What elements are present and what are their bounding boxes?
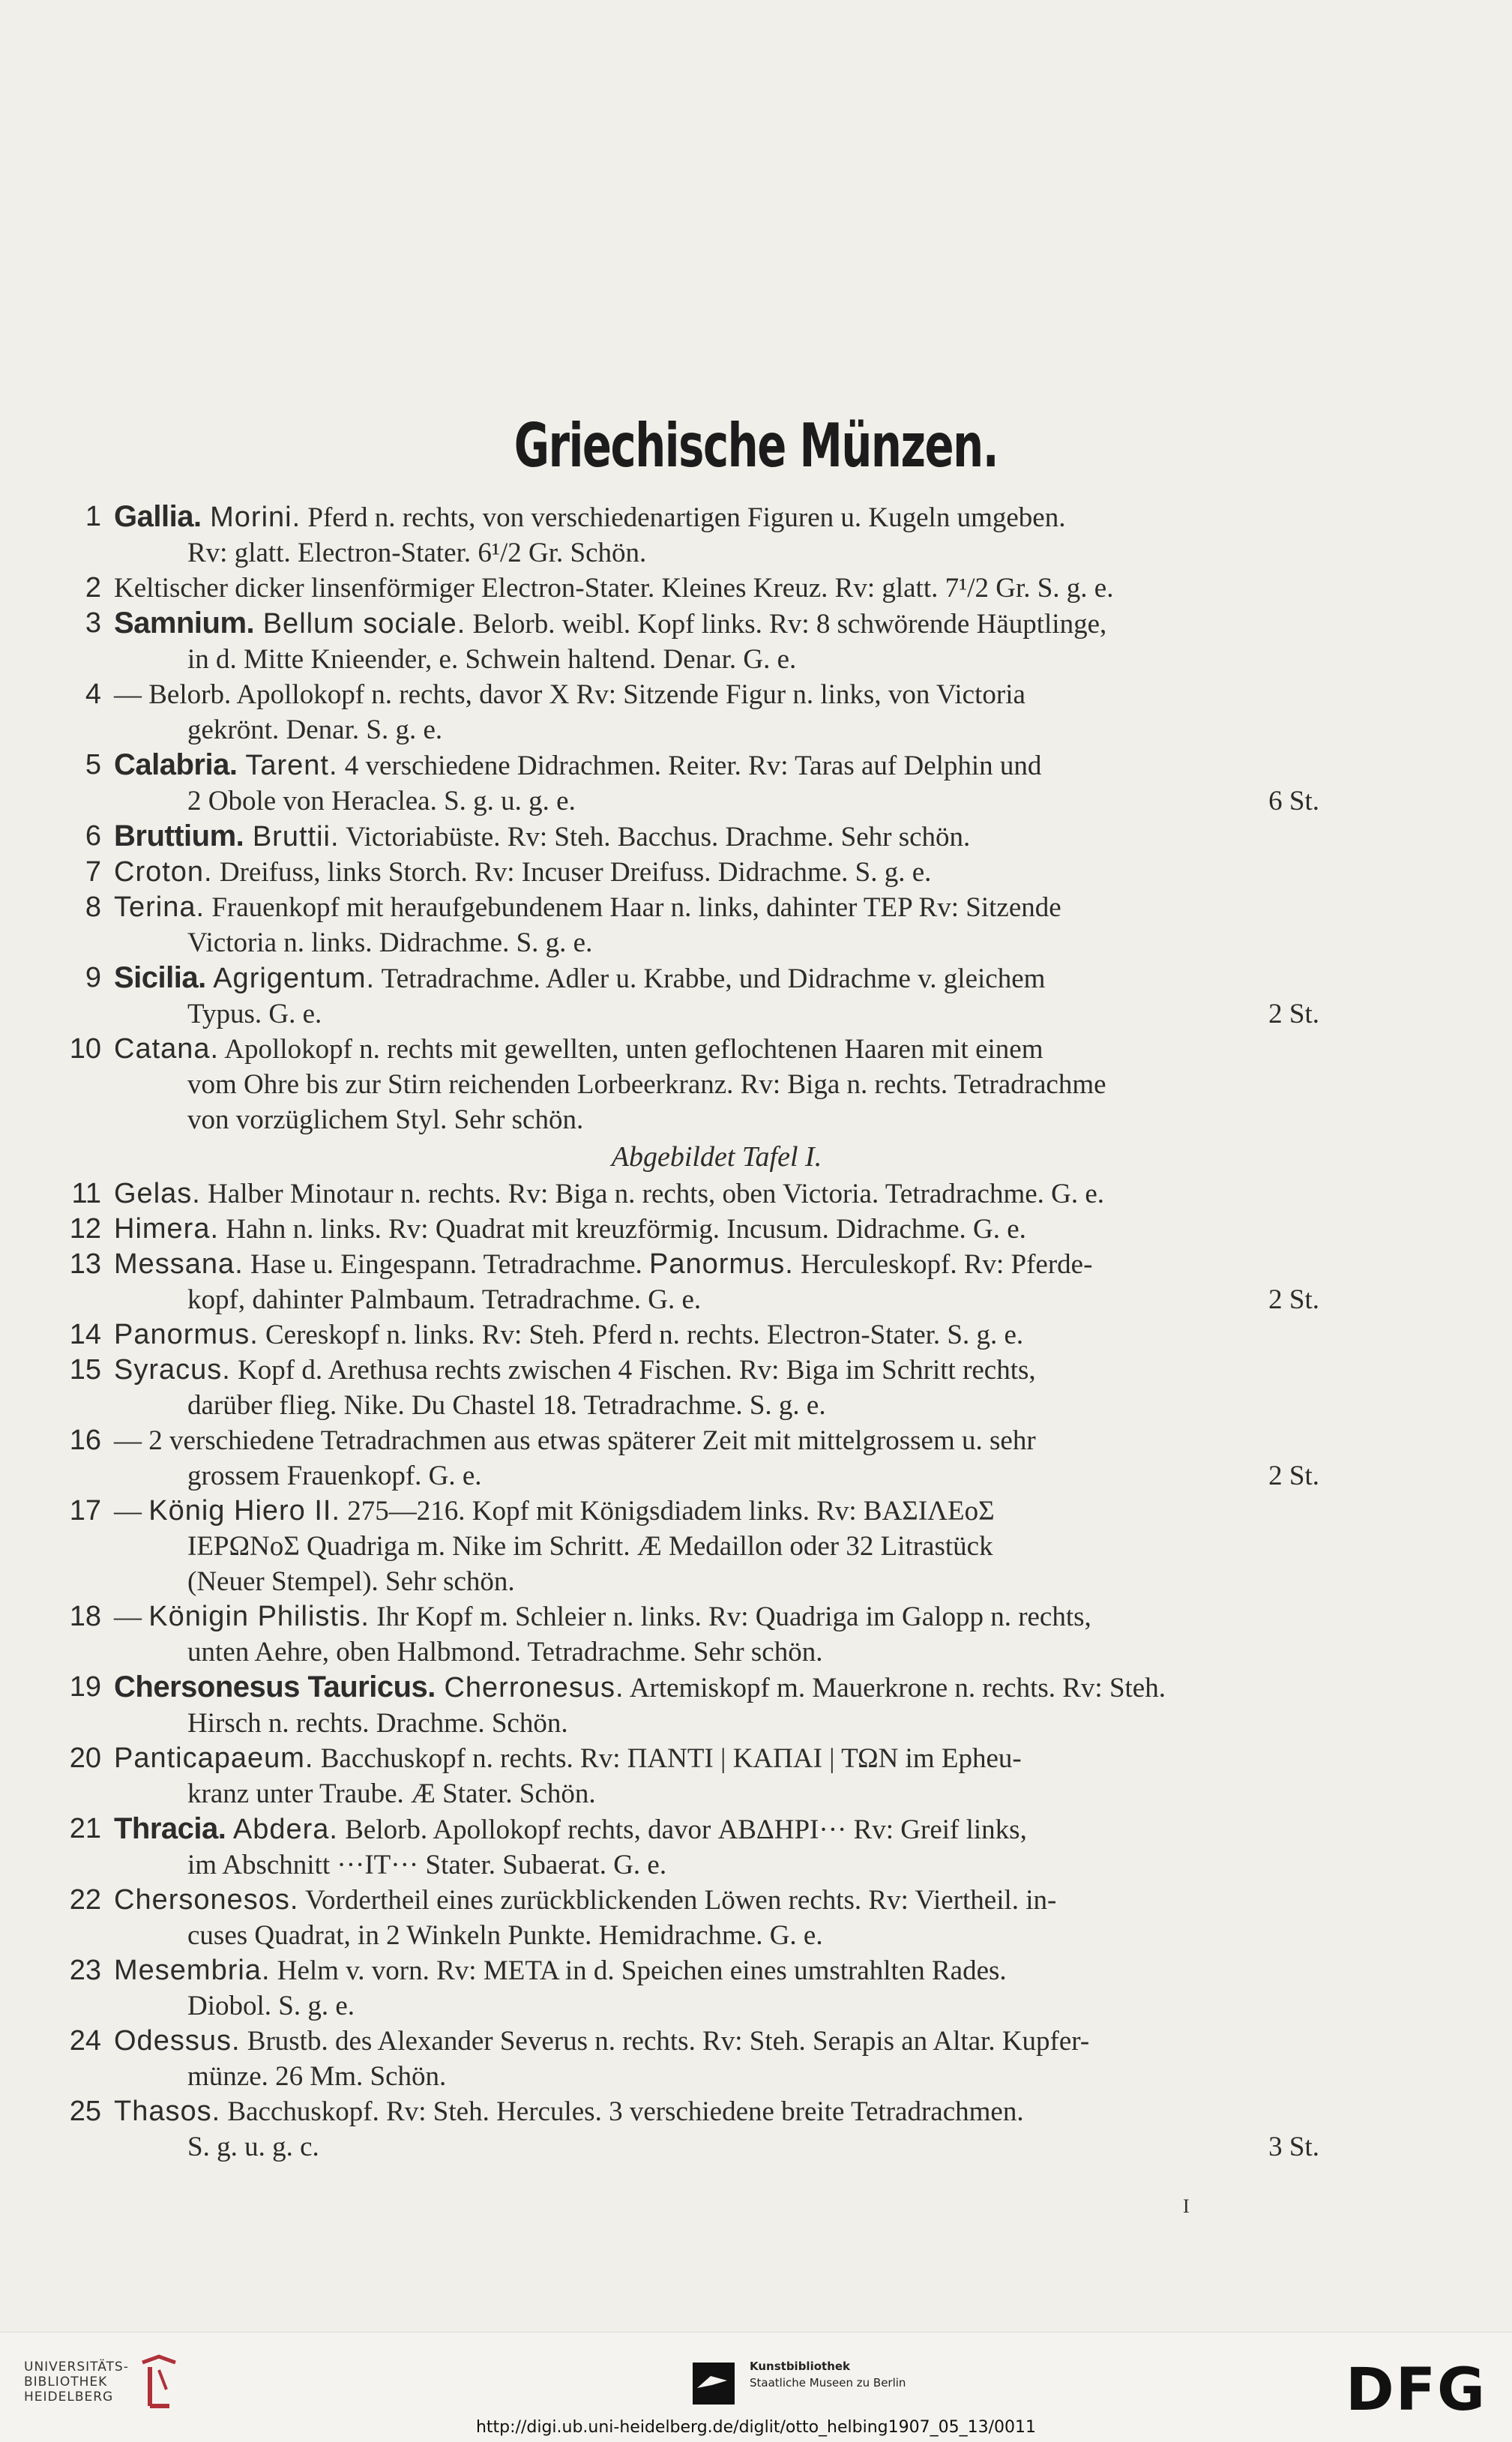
description-text: Hase u. Eingespann. Tetradrachme.	[243, 1249, 650, 1280]
region-name: Samnium.	[114, 607, 255, 640]
lot-number: 25	[69, 2096, 101, 2127]
lot-number: 11	[71, 1178, 101, 1209]
description-text: —	[114, 1602, 149, 1632]
description-text: 4 verschiedene Didrachmen. Reiter. Rv: Taras auf Delphin und	[337, 751, 1042, 781]
continuation-text: gekrönt. Denar. S. g. e.	[187, 715, 443, 745]
description-text: Belorb. weibl. Kopf links. Rv: 8 schwörende Häuptlinge,	[466, 609, 1107, 640]
catalog-entry	[60, 1212, 1319, 1247]
description-text: Cereskopf n. links. Rv: Steh. Pferd n. rechts. Electron-Stater. S. g. e.	[258, 1320, 1024, 1350]
lot-number: 13	[69, 1248, 101, 1280]
description-text: Bacchuskopf. Rv: Steh. Hercules. 3 verschiedene breite Tetradrachmen.	[220, 2096, 1024, 2127]
catalog-entry	[60, 1247, 1319, 1317]
lot-number: 1	[85, 501, 101, 532]
quantity-count: 6 St.	[1268, 786, 1319, 816]
continuation-text: im Abschnitt ···ΙΤ··· Stater. Subaerat. G. e.	[187, 1850, 667, 1880]
description-text: Frauenkopf mit heraufgebundenem Haar n. links, dahinter TEP Rv: Sitzende	[205, 892, 1061, 923]
catalog-entry	[60, 677, 1319, 748]
university-line-2: BIBLIOTHEK	[24, 2375, 108, 2390]
mint-name: Thasos.	[114, 2096, 221, 2127]
quantity-count: 2 St.	[1268, 999, 1319, 1029]
entry-first-line	[114, 1353, 1319, 1388]
catalog-entry	[60, 1883, 1319, 1953]
mint-name: Terina.	[114, 891, 205, 923]
description-text: Keltischer dicker linsenförmiger Electron-Stater. Kleines Kreuz. Rv: glatt. 7¹/2 Gr. S. g. e.	[114, 573, 1114, 604]
description-text: Dreifuss, links Storch. Rv: Incuser Dreifuss. Didrachme. S. g. e.	[212, 857, 932, 888]
description-text: — Belorb. Apollokopf n. rechts, davor X Rv: Sitzende Figur n. links, von Victoria	[114, 679, 1025, 710]
continuation-text: grossem Frauenkopf. G. e.	[187, 1461, 482, 1491]
catalog-entry	[60, 571, 1319, 606]
entry-continuation-line	[114, 642, 1319, 677]
lot-number: 17	[69, 1495, 101, 1527]
university-logo-icon[interactable]	[136, 2354, 181, 2414]
region-name: Gallia.	[114, 500, 202, 533]
entry-first-line	[114, 748, 1319, 784]
continuation-text: S. g. u. g. c.	[187, 2132, 319, 2162]
lot-number: 5	[85, 749, 101, 781]
description-text: 275—216. Kopf mit Königsdiadem links. Rv: ΒΑΣΙΛΕοΣ	[340, 1496, 995, 1527]
continuation-text: münze. 26 Mm. Schön.	[187, 2061, 447, 2092]
entry-first-line	[114, 1176, 1319, 1212]
region-name: Bruttium.	[114, 819, 244, 852]
coin-catalog	[60, 499, 1319, 2165]
continuation-text: unten Aehre, oben Halbmond. Tetradrachme. Sehr schön.	[187, 1637, 823, 1667]
catalog-entry	[60, 606, 1319, 677]
entry-first-line	[114, 2094, 1319, 2129]
entry-first-line	[114, 960, 1319, 996]
region-name: Calabria.	[114, 748, 238, 781]
lot-number: 9	[85, 962, 101, 993]
mint-name: Messana.	[114, 1248, 244, 1280]
lot-number: 15	[69, 1354, 101, 1386]
catalog-entry	[60, 1741, 1319, 1811]
catalog-entry	[60, 1599, 1319, 1670]
catalog-entry	[60, 1953, 1319, 2024]
continuation-text: Rv: glatt. Electron-Stater. 6¹/2 Gr. Schön.	[187, 538, 647, 568]
entry-first-line	[114, 2024, 1319, 2059]
entry-continuation-line	[114, 712, 1319, 748]
mint-name: Gelas.	[114, 1178, 201, 1209]
continuation-text: Diobol. S. g. e.	[187, 1991, 355, 2021]
mint-name: Syracus.	[114, 1354, 231, 1386]
mint-name: Bellum sociale.	[254, 608, 466, 640]
entry-continuation-line	[114, 1529, 1319, 1564]
quantity-count: 3 St.	[1268, 2132, 1319, 2162]
catalog-entry	[60, 1811, 1319, 1883]
description-text: Pferd n. rechts, von verschiedenartigen Figuren u. Kugeln umgeben.	[301, 502, 1066, 533]
entry-continuation-line	[114, 1067, 1319, 1102]
description-text: Kopf d. Arethusa rechts zwischen 4 Fischen. Rv: Biga im Schritt rechts,	[230, 1355, 1036, 1386]
entry-first-line	[114, 1032, 1319, 1067]
page-title: Griechische Münzen.	[513, 411, 999, 481]
university-line-3: HEIDELBERG	[24, 2390, 114, 2405]
lot-number: 7	[85, 856, 101, 888]
catalog-entry	[60, 1032, 1319, 1137]
catalog-entry	[60, 1670, 1319, 1741]
mint-name: Abdera.	[226, 1814, 338, 1845]
description-text: Apollokopf n. rechts mit gewellten, unten geflochtenen Haaren mit einem	[219, 1034, 1043, 1065]
university-line-1: UNIVERSITÄTS-	[24, 2360, 129, 2375]
mint-name: Chersonesos.	[114, 1884, 299, 1916]
mint-name: Panormus.	[114, 1319, 259, 1350]
entry-first-line	[114, 1247, 1319, 1282]
lot-number: 20	[69, 1742, 101, 1774]
entry-continuation-line	[114, 1634, 1319, 1670]
region-name: Chersonesus Tauricus.	[114, 1670, 436, 1703]
continuation-text: ΙΕΡΩΝοΣ Quadriga m. Nike im Schritt. Æ Medaillon oder 32 Litrastück	[187, 1531, 993, 1562]
entry-continuation-line	[114, 2129, 1319, 2165]
lot-number: 18	[69, 1601, 101, 1632]
entry-first-line	[114, 1317, 1319, 1353]
lot-number: 4	[85, 679, 101, 710]
lot-number: 22	[69, 1884, 101, 1916]
entry-first-line	[114, 606, 1319, 642]
entry-continuation-line	[114, 925, 1319, 960]
mint-name: Mesembria.	[114, 1955, 271, 1986]
description-text: Halber Minotaur n. rechts. Rv: Biga n. rechts, oben Victoria. Tetradrachme. G. e.	[200, 1179, 1105, 1209]
lot-number: 16	[69, 1425, 101, 1456]
lot-number: 23	[69, 1955, 101, 1986]
catalog-entry	[60, 499, 1319, 571]
continuation-text: vom Ohre bis zur Stirn reichenden Lorbeerkranz. Rv: Biga n. rechts. Tetradrachme	[187, 1069, 1106, 1100]
mint-name: König Hiero II.	[148, 1495, 341, 1527]
entry-first-line	[114, 890, 1319, 925]
lot-number: 24	[69, 2025, 101, 2057]
description-text: Hahn n. links. Rv: Quadrat mit kreuzförmig. Incusum. Didrachme. G. e.	[219, 1214, 1026, 1245]
entry-first-line	[114, 1599, 1319, 1634]
entry-continuation-line	[114, 1282, 1319, 1317]
continuation-text: darüber flieg. Nike. Du Chastel 18. Tetradrachme. S. g. e.	[187, 1390, 826, 1421]
source-url-link[interactable]: http://digi.ub.uni-heidelberg.de/diglit/otto_helbing1907_05_13/0011	[475, 2418, 1037, 2437]
continuation-text: in d. Mitte Knieender, e. Schwein haltend. Denar. G. e.	[187, 644, 797, 675]
entry-continuation-line	[114, 1458, 1319, 1494]
entry-first-line	[114, 1670, 1319, 1706]
description-text: Artemiskopf m. Mauerkrone n. rechts. Rv: Steh.	[624, 1673, 1166, 1703]
mint-name: Cherronesus.	[435, 1672, 624, 1703]
entry-first-line	[114, 571, 1319, 606]
continuation-text: kopf, dahinter Palmbaum. Tetradrachme. G. e.	[187, 1284, 702, 1315]
catalog-entry	[60, 890, 1319, 960]
entry-continuation-line	[114, 1776, 1319, 1811]
entry-continuation-line	[114, 1388, 1319, 1423]
quantity-count: 2 St.	[1268, 1461, 1319, 1491]
entry-continuation-line	[114, 2059, 1319, 2094]
entry-first-line	[114, 1423, 1319, 1458]
description-text: Vordertheil eines zurückblickenden Löwen rechts. Rv: Viertheil. in-	[298, 1885, 1057, 1916]
mint-name: Himera.	[114, 1213, 220, 1245]
entry-continuation-line	[114, 535, 1319, 571]
kunstbibliothek-logo-icon[interactable]	[690, 2358, 739, 2408]
mint-name: Panticapaeum.	[114, 1742, 314, 1774]
lot-number: 2	[85, 572, 101, 604]
kunstbibliothek-subtitle: Staatliche Museen zu Berlin	[750, 2376, 906, 2390]
catalog-entry	[60, 2024, 1319, 2094]
catalog-entry	[60, 960, 1319, 1032]
entry-first-line	[114, 1494, 1319, 1529]
figure-caption: Abgebildet Tafel I.	[611, 1141, 822, 1173]
mint-name: Tarent.	[237, 750, 338, 781]
catalog-entry	[60, 1423, 1319, 1494]
entry-continuation-line	[114, 996, 1319, 1032]
description-text: —	[114, 1496, 149, 1527]
entry-continuation-line	[114, 784, 1319, 819]
catalog-entry	[60, 1317, 1319, 1353]
lot-number: 21	[69, 1813, 101, 1844]
catalog-entry	[60, 1353, 1319, 1423]
mint-name: Croton.	[114, 856, 213, 888]
mint-name: Odessus.	[114, 2025, 241, 2057]
entry-continuation-line	[114, 1102, 1319, 1137]
continuation-text: Typus. G. e.	[187, 999, 322, 1029]
entry-first-line	[114, 819, 1319, 855]
description-text: Belorb. Apollokopf rechts, davor ΑΒΔΗΡΙ··· Rv: Greif links,	[337, 1814, 1027, 1845]
lot-number: 3	[85, 607, 101, 639]
entry-first-line	[114, 855, 1319, 890]
lot-number: 8	[85, 891, 101, 923]
university-library-label[interactable]	[24, 2360, 129, 2405]
continuation-text: von vorzüglichem Styl. Sehr schön.	[187, 1104, 584, 1135]
mint-name: Catana.	[114, 1033, 220, 1065]
entry-continuation-line	[114, 1988, 1319, 2024]
description-text: Bacchuskopf n. rechts. Rv: ΠΑΝΤΙ | ΚΑΠΑΙ | ΤΩΝ im Epheu-	[313, 1743, 1022, 1774]
description-text: — 2 verschiedene Tetradrachmen aus etwas späterer Zeit mit mittelgrossem u. sehr	[114, 1425, 1036, 1456]
region-name: Thracia.	[114, 1812, 226, 1845]
catalog-entry	[60, 2094, 1319, 2165]
mint-name: Agrigentum.	[205, 963, 376, 994]
description-text: Victoriabüste. Rv: Steh. Bacchus. Drachme. Sehr schön.	[339, 822, 971, 852]
entry-first-line	[114, 1953, 1319, 1988]
mint-name: Bruttii.	[244, 821, 340, 852]
lot-number: 14	[69, 1319, 101, 1350]
kunstbibliothek-label[interactable]	[750, 2358, 906, 2391]
description-text: Helm v. vorn. Rv: META in d. Speichen eines umstrahlten Rades.	[270, 1955, 1007, 1986]
entry-first-line	[114, 1212, 1319, 1247]
entry-first-line	[114, 677, 1319, 712]
mint-name: Panormus.	[649, 1248, 794, 1280]
lot-number: 6	[85, 820, 101, 852]
catalog-entry	[60, 819, 1319, 855]
region-name: Sicilia.	[114, 961, 206, 994]
catalog-entry	[60, 1494, 1319, 1599]
description-text: Tetradrachme. Adler u. Krabbe, und Didrachme v. gleichem	[375, 963, 1046, 994]
entry-continuation-line	[114, 1564, 1319, 1599]
catalog-entry	[60, 748, 1319, 819]
catalog-entry	[60, 1176, 1319, 1212]
entry-continuation-line	[114, 1918, 1319, 1953]
entry-first-line	[114, 1883, 1319, 1918]
entry-first-line	[114, 1741, 1319, 1776]
entry-first-line	[114, 1811, 1319, 1847]
continuation-text: 2 Obole von Heraclea. S. g. u. g. e.	[187, 786, 576, 816]
lot-number: 10	[69, 1033, 101, 1065]
lot-number: 19	[69, 1671, 101, 1703]
page-number: I	[1183, 2195, 1190, 2217]
continuation-text: (Neuer Stempel). Sehr schön.	[187, 1566, 515, 1597]
continuation-text: cuses Quadrat, in 2 Winkeln Punkte. Hemidrachme. G. e.	[187, 1920, 823, 1951]
dfg-logo[interactable]: DFG	[1346, 2357, 1487, 2424]
description-text: Herculeskopf. Rv: Pferde-	[793, 1249, 1093, 1280]
continuation-text: Victoria n. links. Didrachme. S. g. e.	[187, 927, 593, 958]
entry-continuation-line	[114, 1706, 1319, 1741]
catalog-entry	[60, 855, 1319, 890]
lot-number: 12	[69, 1213, 101, 1245]
mint-name: Morini.	[201, 502, 301, 533]
mint-name: Königin Philistis.	[148, 1601, 370, 1632]
entry-first-line	[114, 499, 1319, 535]
continuation-text: kranz unter Traube. Æ Stater. Schön.	[187, 1778, 596, 1809]
continuation-text: Hirsch n. rechts. Drachme. Schön.	[187, 1708, 568, 1739]
kunstbibliothek-name: Kunstbibliothek	[750, 2360, 851, 2373]
description-text: Ihr Kopf m. Schleier n. links. Rv: Quadriga im Galopp n. rechts,	[369, 1602, 1091, 1632]
quantity-count: 2 St.	[1268, 1284, 1319, 1315]
entry-continuation-line	[114, 1847, 1319, 1883]
viewer-footer	[0, 2332, 1512, 2442]
description-text: Brustb. des Alexander Severus n. rechts. Rv: Steh. Serapis an Altar. Kupfer-	[240, 2026, 1090, 2057]
